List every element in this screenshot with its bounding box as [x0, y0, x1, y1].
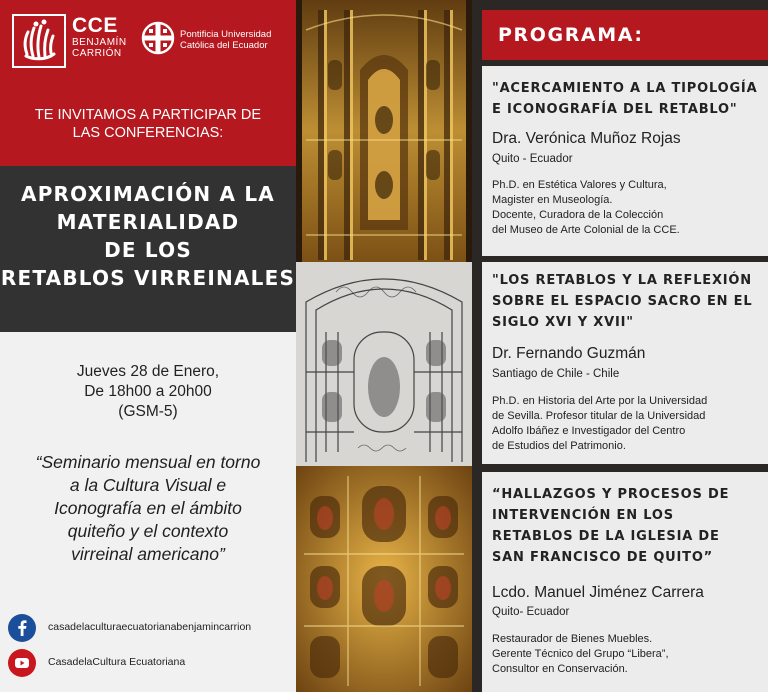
quote-line5: virreinal americano” — [71, 544, 225, 564]
cce-logo-sub1: BENJAMÍN — [72, 37, 127, 48]
talk-1-place: Quito - Ecuador — [492, 153, 573, 165]
puce-line1: Pontificia Universidad — [180, 29, 272, 40]
program-column — [472, 0, 768, 692]
talk-2-bio-line3: Adolfo Ibáñez e Investigador del Centro — [492, 425, 686, 437]
schedule-timezone: (GSM-5) — [118, 403, 178, 420]
youtube-icon — [8, 649, 36, 677]
talk-1-bio-line4: del Museo de Arte Colonial de la CCE. — [492, 224, 680, 236]
talk-card-2 — [482, 262, 768, 464]
talk-3-bio-line3: Consultor en Conservación. — [492, 663, 628, 675]
talk-1-title-line2: E ICONOGRAFÍA DEL RETABLO" — [492, 102, 738, 117]
program-header — [482, 10, 768, 60]
talk-1-speaker: Dra. Verónica Muñoz Rojas — [492, 130, 681, 147]
seminar-quote — [6, 451, 290, 566]
cce-logo-icon — [12, 14, 66, 68]
talk-card-1 — [482, 66, 768, 256]
event-title-line3: DE LOS — [104, 238, 192, 262]
event-title-line4: RETABLOS VIRREINALES — [0, 266, 296, 290]
invite-text — [10, 106, 286, 142]
talk-1-bio-line2: Magister en Museología. — [492, 194, 613, 206]
talk-2-title — [492, 270, 764, 333]
invite-line2: LAS CONFERENCIAS: — [72, 125, 224, 141]
altarpiece-engraving — [296, 262, 472, 466]
facebook-link[interactable] — [8, 614, 293, 642]
altarpiece-images — [296, 0, 472, 692]
cce-logo-sub2: CARRIÓN — [72, 48, 122, 59]
talk-2-bio — [492, 394, 768, 454]
talk-3-bio-line1: Restaurador de Bienes Muebles. — [492, 633, 653, 645]
talk-2-title-line2: SOBRE EL ESPACIO SACRO EN EL — [492, 294, 753, 309]
puce-cross-icon — [140, 20, 176, 56]
talk-3-title — [492, 484, 764, 568]
facebook-icon — [8, 614, 36, 642]
talk-3-title-line3: RETABLOS DE LA IGLESIA DE — [492, 529, 720, 544]
talk-card-3 — [482, 472, 768, 692]
talk-2-bio-line2: de Sevilla. Profesor titular de la Universidad — [492, 410, 706, 422]
facebook-handle[interactable]: casadelaculturaecuatorianabenjamincarrion — [48, 621, 252, 633]
talk-2-title-line1: "LOS RETABLOS Y LA REFLEXIÓN — [492, 273, 752, 288]
event-title-line2: MATERIALIDAD — [56, 210, 240, 234]
quote-line4: quiteño y el contexto — [67, 521, 229, 541]
talk-2-bio-line4: de Estudios del Patrimonio. — [492, 440, 626, 452]
youtube-handle[interactable]: CasadelaCultura Ecuatoriana — [48, 656, 186, 668]
event-title — [0, 180, 296, 292]
quote-line2: a la Cultura Visual e — [69, 475, 227, 495]
altarpiece-photo-gold-2 — [296, 466, 472, 692]
talk-3-title-line4: SAN FRANCISCO DE QUITO” — [492, 550, 714, 565]
puce-line2: Católica del Ecuador — [180, 40, 268, 51]
youtube-link[interactable] — [8, 649, 293, 677]
program-title: PROGRAMA: — [498, 24, 644, 46]
talk-3-title-line1: “HALLAZGOS Y PROCESOS DE — [492, 487, 730, 502]
quote-line3: Iconografía en el ámbito — [54, 498, 242, 518]
talk-3-speaker: Lcdo. Manuel Jiménez Carrera — [492, 584, 704, 601]
talk-1-title — [492, 78, 764, 120]
schedule-time: De 18h00 a 20h00 — [84, 383, 212, 400]
talk-2-title-line3: SIGLO XVI Y XVII" — [492, 315, 634, 330]
event-title-line1: APROXIMACIÓN A LA — [21, 182, 275, 206]
puce-logo-text — [180, 29, 271, 51]
schedule — [20, 362, 276, 422]
altarpiece-photo-gold-1 — [296, 0, 472, 262]
talk-3-bio-line2: Gerente Técnico del Grupo “Libera”, — [492, 648, 669, 660]
left-column — [0, 0, 296, 692]
cce-logo-main: CCE — [72, 14, 118, 37]
talk-2-bio-line1: Ph.D. en Historia del Arte por la Universidad — [492, 395, 708, 407]
quote-line1: “Seminario mensual en torno — [35, 452, 261, 472]
logo-band — [0, 0, 296, 76]
talk-3-place: Quito- Ecuador — [492, 606, 570, 618]
invite-line1: TE INVITAMOS A PARTICIPAR DE — [34, 107, 262, 123]
talk-1-title-line1: "ACERCAMIENTO A LA TIPOLOGÍA — [492, 81, 758, 96]
cce-logo-text — [72, 15, 127, 59]
talk-2-place: Santiago de Chile - Chile — [492, 368, 620, 380]
talk-1-bio-line1: Ph.D. en Estética Valores y Cultura, — [492, 179, 667, 191]
talk-1-bio — [492, 178, 768, 238]
talk-1-bio-line3: Docente, Curadora de la Colección — [492, 209, 664, 221]
talk-2-speaker: Dr. Fernando Guzmán — [492, 345, 646, 362]
schedule-date: Jueves 28 de Enero, — [76, 363, 220, 380]
talk-3-bio — [492, 632, 768, 677]
talk-3-title-line2: INTERVENCIÓN EN LOS — [492, 508, 674, 523]
